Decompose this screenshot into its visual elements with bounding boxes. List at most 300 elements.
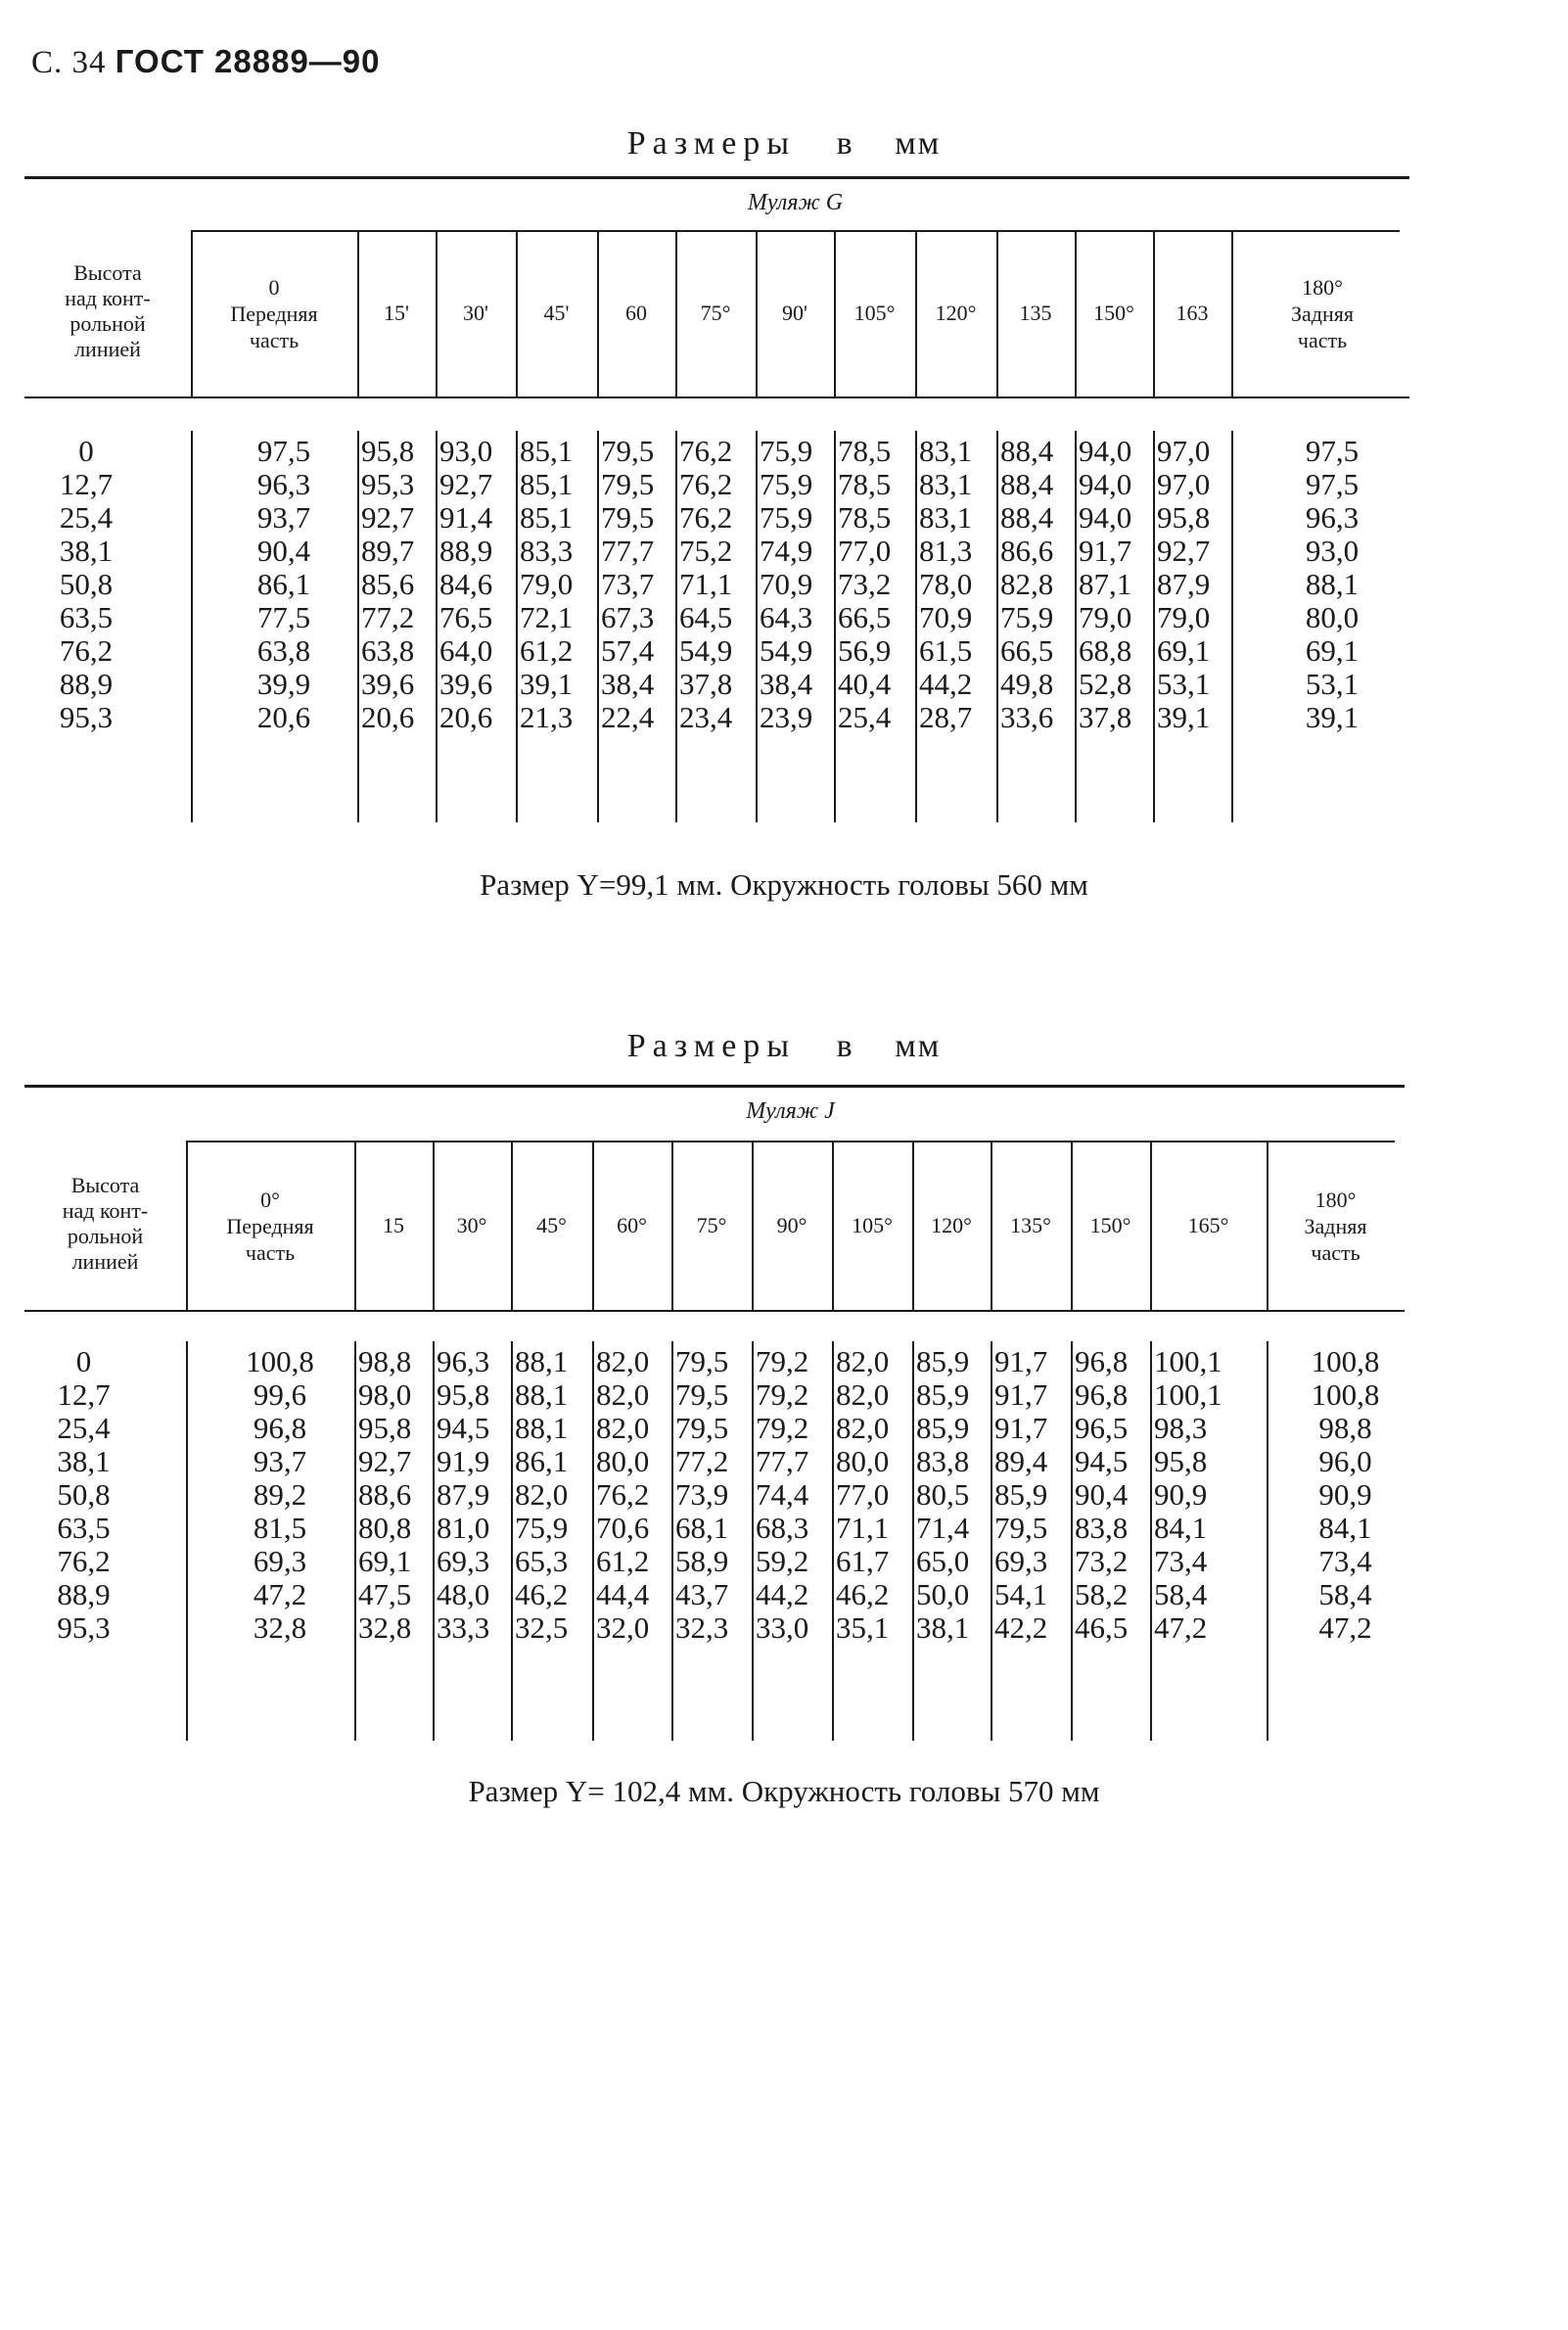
front-value-column-line: 47,2: [253, 1577, 307, 1611]
height-column-line: 95,3: [57, 1610, 111, 1645]
table-cell: 88,6: [358, 1477, 412, 1512]
table-cell: 47,2: [1154, 1610, 1208, 1645]
table-top-rule: [24, 1085, 1405, 1088]
header-column-divider: [991, 1141, 992, 1310]
table-cell: 95,8: [358, 1411, 412, 1445]
height-column-line: 12,7: [59, 467, 114, 501]
table-cell: 39,6: [439, 667, 493, 701]
angle-value-column: [1075, 1345, 1128, 1645]
table-cell: 39,1: [1157, 700, 1211, 734]
table-cell: 90,9: [1154, 1477, 1208, 1512]
angle-value-column: [596, 1345, 649, 1645]
table-cell: 76,5: [439, 600, 493, 634]
table-cell: 72,1: [520, 600, 574, 634]
caption-unit: мм: [895, 125, 942, 162]
front-header-line: 0: [268, 275, 280, 300]
back-value-column-line: 58,4: [1318, 1577, 1372, 1611]
dummy-label: Муляж J: [746, 1098, 835, 1124]
table-cell: 81,0: [437, 1511, 490, 1545]
table-cell: 85,6: [361, 567, 415, 601]
angle-header: 105°: [852, 1212, 893, 1237]
header-column-divider: [756, 230, 758, 396]
table-cell: 54,1: [994, 1577, 1048, 1611]
table-cell: 64,3: [760, 600, 813, 634]
height-column: [60, 435, 113, 734]
table-cell: 88,4: [1000, 434, 1054, 468]
table-cell: 53,1: [1157, 667, 1211, 701]
front-header: [226, 1187, 313, 1266]
table-cell: 65,0: [916, 1544, 970, 1578]
angle-header: 15: [383, 1212, 404, 1237]
table-cell: 78,5: [838, 467, 892, 501]
body-column-divider: [756, 431, 758, 822]
table-cell: 57,4: [601, 633, 655, 668]
table-cell: 71,1: [836, 1511, 890, 1545]
table-cell: 79,2: [756, 1411, 809, 1445]
table-cell: 83,1: [919, 500, 973, 535]
body-column-divider: [832, 1341, 834, 1741]
height-column-line: 76,2: [59, 633, 114, 668]
front-value-column-line: 81,5: [253, 1511, 307, 1545]
back-value-column: [1306, 435, 1359, 734]
row-header-line: над конт-: [62, 1197, 149, 1223]
table-cell: 75,9: [1000, 600, 1054, 634]
angle-header: 60°: [617, 1212, 647, 1237]
table-cell: 77,7: [756, 1444, 809, 1478]
table-cell: 91,4: [439, 500, 493, 535]
table-cell: 35,1: [836, 1610, 890, 1645]
table-cell: 91,7: [994, 1377, 1048, 1412]
front-value-column-line: 89,2: [253, 1477, 307, 1512]
angle-value-column: [994, 1345, 1047, 1645]
body-column-divider: [675, 431, 677, 822]
table-cell: 73,2: [1075, 1544, 1129, 1578]
height-column-line: 63,5: [59, 600, 114, 634]
table-cell: 86,6: [1000, 534, 1054, 568]
table-cell: 73,2: [838, 567, 892, 601]
front-value-column: [246, 1345, 314, 1645]
table-cell: 76,2: [679, 500, 733, 535]
height-column-line: 25,4: [57, 1411, 111, 1445]
table-cell: 70,6: [596, 1511, 650, 1545]
table-cell: 88,1: [515, 1377, 569, 1412]
angle-value-column: [515, 1345, 568, 1645]
table-cell: 94,0: [1079, 434, 1132, 468]
table-cell: 58,9: [675, 1544, 729, 1578]
body-column-divider: [834, 431, 836, 822]
table-cell: 54,9: [760, 633, 813, 668]
table-cell: 91,7: [994, 1344, 1048, 1378]
row-header-line: над конт-: [65, 286, 151, 310]
table-cell: 46,2: [836, 1577, 890, 1611]
front-value-column-line: 39,9: [256, 667, 311, 701]
table-cell: 91,7: [994, 1411, 1048, 1445]
table-cell: 82,0: [836, 1344, 890, 1378]
caption-word: Размеры: [626, 1028, 797, 1064]
header-column-divider: [436, 230, 438, 396]
table-cell: 56,9: [838, 633, 892, 668]
table-cell: 74,4: [756, 1477, 809, 1512]
table-cell: 73,4: [1154, 1544, 1208, 1578]
table-cell: 95,8: [437, 1377, 490, 1412]
table-cell: 77,0: [838, 534, 892, 568]
front-value-column-line: 96,8: [253, 1411, 307, 1445]
table-cell: 70,9: [760, 567, 813, 601]
header-column-divider: [354, 1141, 356, 1310]
table-cell: 80,0: [596, 1444, 650, 1478]
body-column-divider: [597, 431, 599, 822]
row-header-line: Высота: [70, 1172, 140, 1197]
table-top-rule: [24, 176, 1409, 179]
table-cell: 71,4: [916, 1511, 970, 1545]
table-caption: [0, 1028, 1568, 1065]
table-cell: 83,1: [919, 467, 973, 501]
table-cell: 46,2: [515, 1577, 569, 1611]
table-cell: 88,4: [1000, 500, 1054, 535]
front-value-column-line: 86,1: [256, 567, 311, 601]
table-cell: 37,8: [1079, 700, 1132, 734]
header-column-divider: [752, 1141, 754, 1310]
table-cell: 97,0: [1157, 434, 1211, 468]
table-cell: 92,7: [358, 1444, 412, 1478]
table-cell: 76,2: [679, 434, 733, 468]
table-cell: 38,1: [916, 1610, 970, 1645]
header-bottom-rule: [24, 1310, 1405, 1312]
table-cell: 23,9: [760, 700, 813, 734]
body-column-divider: [516, 431, 518, 822]
height-column-line: 88,9: [57, 1577, 111, 1611]
table-cell: 92,7: [439, 467, 493, 501]
back-value-column-line: 97,5: [1305, 467, 1360, 501]
table-cell: 82,0: [596, 1344, 650, 1378]
header-column-divider: [834, 230, 836, 396]
table-cell: 75,9: [760, 434, 813, 468]
body-column-divider: [433, 1341, 435, 1741]
back-value-column-line: 88,1: [1305, 567, 1360, 601]
row-header-line: рольной: [69, 311, 146, 336]
height-column-line: 50,8: [59, 567, 114, 601]
table-cell: 68,8: [1079, 633, 1132, 668]
table-cell: 82,8: [1000, 567, 1054, 601]
header-column-divider: [1231, 230, 1233, 396]
table-cell: 81,3: [919, 534, 973, 568]
page-header: [31, 43, 381, 81]
table-cell: 68,1: [675, 1511, 729, 1545]
table-cell: 84,1: [1154, 1511, 1208, 1545]
header-column-divider: [186, 1141, 188, 1310]
table-cell: 79,5: [675, 1377, 729, 1412]
table-cell: 54,9: [679, 633, 733, 668]
front-header-line: Передняя: [226, 1213, 314, 1238]
header-column-divider: [1153, 230, 1155, 396]
table-cell: 69,3: [994, 1544, 1048, 1578]
table-cell: 87,9: [437, 1477, 490, 1512]
height-column-line: 0: [75, 1344, 92, 1378]
back-value-column-line: 98,8: [1318, 1411, 1372, 1445]
table-cell: 39,1: [520, 667, 574, 701]
table-cell: 58,4: [1154, 1577, 1208, 1611]
table-cell: 50,0: [916, 1577, 970, 1611]
angle-header: 105°: [853, 301, 896, 325]
header-column-divider: [357, 230, 359, 396]
height-column-line: 95,3: [59, 700, 114, 734]
angle-header: 75°: [696, 1212, 727, 1237]
table-cell: 69,3: [437, 1544, 490, 1578]
table-cell: 61,2: [596, 1544, 650, 1578]
table-cell: 47,5: [358, 1577, 412, 1611]
table-cell: 65,3: [515, 1544, 569, 1578]
table-cell: 85,1: [520, 467, 574, 501]
front-value-column-line: 90,4: [256, 534, 311, 568]
table-cell: 79,0: [1157, 600, 1211, 634]
table-cell: 87,9: [1157, 567, 1211, 601]
back-header-line: 180°: [1302, 275, 1343, 300]
table-cell: 64,5: [679, 600, 733, 634]
table-cell: 61,2: [520, 633, 574, 668]
table-cell: 64,0: [439, 633, 493, 668]
angle-value-column: [916, 1345, 969, 1645]
header-column-divider: [912, 1141, 914, 1310]
table-cell: 85,1: [520, 500, 574, 535]
table-cell: 75,9: [760, 467, 813, 501]
angle-header: 90': [782, 301, 807, 325]
back-header: [1305, 1187, 1367, 1266]
table-cell: 94,5: [1075, 1444, 1129, 1478]
body-column-divider: [354, 1341, 356, 1741]
body-column-divider: [191, 431, 193, 822]
angle-value-column: [439, 435, 492, 734]
table-footnote: Размер Y=99,1 мм. Окружность головы 560 мм: [480, 867, 1088, 902]
table-cell: 79,5: [601, 500, 655, 535]
table-cell: 82,0: [596, 1411, 650, 1445]
back-value-column-line: 39,1: [1305, 700, 1360, 734]
height-column-line: 88,9: [59, 667, 114, 701]
header-column-divider: [592, 1141, 594, 1310]
angle-value-column: [760, 435, 812, 734]
table-cell: 77,7: [601, 534, 655, 568]
table-cell: 85,9: [994, 1477, 1048, 1512]
table-cell: 61,7: [836, 1544, 890, 1578]
angle-header: 90°: [776, 1212, 807, 1237]
back-value-column: [1312, 1345, 1380, 1645]
row-header-line: рольной: [67, 1223, 144, 1248]
front-header-line: 0°: [260, 1187, 280, 1212]
table-cell: 84,6: [439, 567, 493, 601]
table-cell: 85,9: [916, 1377, 970, 1412]
table-cell: 76,2: [679, 467, 733, 501]
table-cell: 100,1: [1154, 1344, 1222, 1378]
table-cell: 77,2: [675, 1444, 729, 1478]
angle-header: 163: [1176, 301, 1209, 325]
table-cell: 63,8: [361, 633, 415, 668]
header-column-divider: [915, 230, 917, 396]
caption-in: в: [836, 1028, 854, 1064]
table-cell: 49,8: [1000, 667, 1054, 701]
table-cell: 77,0: [836, 1477, 890, 1512]
angle-header: 135°: [1010, 1212, 1051, 1237]
table-cell: 95,8: [361, 434, 415, 468]
table-cell: 96,8: [1075, 1344, 1129, 1378]
table-cell: 59,2: [756, 1544, 809, 1578]
table-cell: 97,0: [1157, 467, 1211, 501]
table-cell: 44,2: [756, 1577, 809, 1611]
header-column-divider: [832, 1141, 834, 1310]
back-value-column-line: 69,1: [1305, 633, 1360, 668]
table-cell: 39,6: [361, 667, 415, 701]
table-cell: 95,8: [1154, 1444, 1208, 1478]
front-value-column-line: 96,3: [256, 467, 311, 501]
table-cell: 90,4: [1075, 1477, 1129, 1512]
table-cell: 44,2: [919, 667, 973, 701]
angle-header: 120°: [931, 1212, 972, 1237]
header-column-divider: [191, 230, 193, 396]
angle-value-column: [1154, 1345, 1222, 1645]
angle-header: 150°: [1089, 1212, 1131, 1237]
dummy-row-rule: [186, 1141, 1395, 1142]
table-cell: 80,8: [358, 1511, 412, 1545]
table-cell: 75,9: [515, 1511, 569, 1545]
table-cell: 94,5: [437, 1411, 490, 1445]
header-column-divider: [671, 1141, 673, 1310]
table-cell: 93,0: [439, 434, 493, 468]
table-cell: 79,5: [675, 1411, 729, 1445]
table-cell: 61,5: [919, 633, 973, 668]
table-cell: 94,0: [1079, 467, 1132, 501]
table-cell: 32,5: [515, 1610, 569, 1645]
angle-header: 165°: [1187, 1212, 1229, 1237]
back-value-column-line: 96,0: [1318, 1444, 1372, 1478]
body-column-divider: [1150, 1341, 1152, 1741]
body-column-divider: [592, 1341, 594, 1741]
back-header-line: часть: [1297, 328, 1348, 352]
table-cell: 46,5: [1075, 1610, 1129, 1645]
table-cell: 33,6: [1000, 700, 1054, 734]
dummy-row-rule: [191, 230, 1400, 232]
height-column-line: 38,1: [59, 534, 114, 568]
header-column-divider: [1267, 1141, 1268, 1310]
row-header-line: Высота: [73, 260, 142, 285]
front-value-column-line: 63,8: [256, 633, 311, 668]
table-cell: 73,7: [601, 567, 655, 601]
table-cell: 78,5: [838, 500, 892, 535]
body-column-divider: [1267, 1341, 1268, 1741]
dummy-label: Муляж G: [747, 190, 844, 215]
table-cell: 96,3: [437, 1344, 490, 1378]
body-column-divider: [1153, 431, 1155, 822]
front-value-column-line: 32,8: [253, 1610, 307, 1645]
table-cell: 83,8: [916, 1444, 970, 1478]
table-cell: 44,4: [596, 1577, 650, 1611]
table-cell: 98,3: [1154, 1411, 1208, 1445]
front-header-line: часть: [249, 328, 300, 352]
table-cell: 92,7: [361, 500, 415, 535]
height-column-line: 25,4: [59, 500, 114, 535]
angle-header: 60: [625, 301, 647, 325]
height-column-line: 12,7: [57, 1377, 111, 1412]
body-column-divider: [912, 1341, 914, 1741]
body-column-divider: [511, 1341, 513, 1741]
back-value-column-line: 53,1: [1305, 667, 1360, 701]
table-cell: 85,1: [520, 434, 574, 468]
front-header-line: Передняя: [230, 302, 318, 326]
height-column-line: 63,5: [57, 1511, 111, 1545]
standard-code: ГОСТ 28889—90: [115, 43, 381, 79]
table-cell: 89,7: [361, 534, 415, 568]
body-column-divider: [436, 431, 438, 822]
header-column-divider: [511, 1141, 513, 1310]
table-cell: 38,4: [760, 667, 813, 701]
body-column-divider: [1071, 1341, 1073, 1741]
table-cell: 85,9: [916, 1344, 970, 1378]
front-value-column-line: 20,6: [256, 700, 311, 734]
table-cell: 28,7: [919, 700, 973, 734]
table-cell: 73,9: [675, 1477, 729, 1512]
front-value-column-line: 100,8: [246, 1344, 314, 1378]
angle-header: 45°: [536, 1212, 567, 1237]
caption-word: Размеры: [626, 125, 797, 162]
table-cell: 80,5: [916, 1477, 970, 1512]
table-cell: 82,0: [836, 1411, 890, 1445]
caption-unit: мм: [895, 1028, 942, 1064]
table-cell: 88,9: [439, 534, 493, 568]
table-cell: 25,4: [838, 700, 892, 734]
table-cell: 82,0: [515, 1477, 569, 1512]
table-cell: 78,5: [838, 434, 892, 468]
header-column-divider: [996, 230, 998, 396]
angle-header: 30°: [456, 1212, 487, 1237]
front-header: [230, 274, 317, 353]
header-column-divider: [597, 230, 599, 396]
angle-value-column: [361, 435, 414, 734]
angle-header: 120°: [935, 301, 977, 325]
angle-header: 15': [384, 301, 409, 325]
back-value-column-line: 84,1: [1318, 1511, 1372, 1545]
table-cell: 58,2: [1075, 1577, 1129, 1611]
table-cell: 71,1: [679, 567, 733, 601]
table-cell: 33,0: [756, 1610, 809, 1645]
table-cell: 66,5: [838, 600, 892, 634]
back-value-column-line: 96,3: [1305, 500, 1360, 535]
table-cell: 52,8: [1079, 667, 1132, 701]
back-value-column-line: 100,8: [1311, 1344, 1380, 1378]
table-cell: 78,0: [919, 567, 973, 601]
row-header: [65, 260, 151, 362]
header-column-divider: [516, 230, 518, 396]
height-column-line: 50,8: [57, 1477, 111, 1512]
caption-in: в: [836, 125, 854, 162]
back-value-column-line: 100,8: [1311, 1377, 1380, 1412]
table-cell: 42,2: [994, 1610, 1048, 1645]
body-column-divider: [671, 1341, 673, 1741]
angle-value-column: [1079, 435, 1131, 734]
angle-value-column: [919, 435, 972, 734]
header-column-divider: [433, 1141, 435, 1310]
angle-header: 75°: [700, 301, 731, 325]
table-cell: 23,4: [679, 700, 733, 734]
angle-value-column: [1000, 435, 1053, 734]
table-cell: 82,0: [596, 1377, 650, 1412]
page-number: С. 34: [31, 45, 107, 80]
body-column-divider: [1075, 431, 1077, 822]
table-cell: 95,8: [1157, 500, 1211, 535]
back-value-column-line: 90,9: [1318, 1477, 1372, 1512]
table-cell: 100,1: [1154, 1377, 1222, 1412]
table-cell: 96,8: [1075, 1377, 1129, 1412]
table-cell: 91,9: [437, 1444, 490, 1478]
table-cell: 79,5: [994, 1511, 1048, 1545]
table-cell: 40,4: [838, 667, 892, 701]
angle-value-column: [1157, 435, 1210, 734]
